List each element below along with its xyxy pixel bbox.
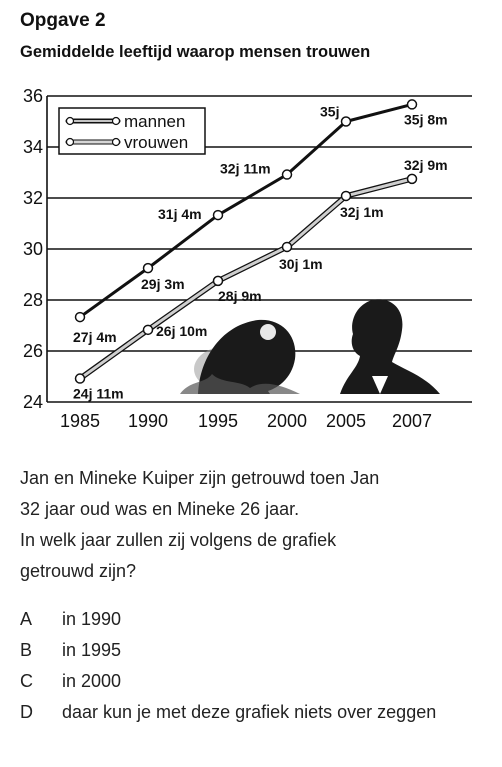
question-text (20, 463, 490, 587)
point-mannen (283, 170, 292, 179)
point-mannen (214, 211, 223, 220)
ytick-label: 28 (22, 290, 43, 310)
ytick-label: 24 (22, 392, 43, 412)
option-c[interactable] (20, 666, 490, 697)
point-mannen (144, 264, 153, 273)
wedding-couple-silhouette (180, 299, 440, 394)
data-label-mannen: 27j 4m (73, 329, 117, 346)
question-line: 32 jaar oud was en Mineke 26 jaar. (20, 499, 300, 519)
option-text: daar kun je met deze grafiek niets over zeggen (62, 702, 437, 722)
option-text: in 1995 (62, 640, 122, 660)
chart-legend (59, 108, 205, 154)
marriage-age-chart (0, 84, 502, 434)
point-mannen (408, 100, 417, 109)
data-label-vrouwen: 32j 1m (340, 203, 384, 220)
question-line: Jan en Mineke Kuiper zijn getrouwd toen Jan (20, 468, 380, 488)
data-label-vrouwen: 30j 1m (279, 255, 323, 272)
point-mannen (76, 313, 85, 322)
ytick-label: 26 (22, 341, 43, 361)
ytick-label: 34 (22, 137, 43, 157)
data-label-mannen: 29j 3m (141, 276, 185, 293)
legend-marker-mannen (67, 118, 120, 125)
ytick-label: 30 (22, 239, 43, 259)
legend-marker-vrouwen (67, 139, 120, 146)
point-vrouwen (342, 191, 351, 200)
data-label-vrouwen: 32j 9m (404, 156, 448, 173)
data-label-mannen: 35j (320, 103, 340, 120)
xtick-label: 2007 (391, 411, 433, 431)
ytick-label: 32 (22, 188, 43, 208)
xtick-label: 1985 (59, 411, 101, 431)
groom-silhouette (340, 299, 440, 394)
xtick-label: 1990 (127, 411, 169, 431)
data-label-mannen: 32j 11m (220, 160, 271, 177)
xtick-label: 1995 (197, 411, 239, 431)
legend-label-vrouwen: vrouwen (124, 133, 189, 152)
question-line: In welk jaar zullen zij volgens de grafiek (20, 530, 337, 550)
legend-label-mannen: mannen (124, 112, 186, 131)
point-vrouwen (283, 242, 292, 251)
xtick-label: 2000 (266, 411, 308, 431)
answer-options (20, 604, 490, 728)
option-text: in 1990 (62, 609, 122, 629)
exercise-title: Opgave 2 (20, 10, 106, 31)
question-line: getrouwd zijn? (20, 561, 137, 581)
option-text: in 2000 (62, 671, 122, 691)
data-label-vrouwen: 28j 9m (218, 287, 262, 304)
data-label-vrouwen: 26j 10m (156, 322, 208, 339)
option-letter: B (20, 640, 33, 660)
point-vrouwen (408, 174, 417, 183)
data-label-vrouwen: 24j 11m (73, 385, 124, 402)
option-letter: D (20, 702, 33, 722)
option-b[interactable] (20, 635, 490, 666)
data-label-mannen: 35j 8m (404, 111, 448, 128)
data-label-mannen: 31j 4m (158, 206, 202, 223)
option-letter: C (20, 671, 33, 691)
xtick-label: 2005 (325, 411, 367, 431)
chart-title: Gemiddelde leeftijd waarop mensen trouwen (20, 43, 371, 61)
option-letter: A (20, 609, 33, 629)
point-mannen (342, 117, 351, 126)
heading (20, 10, 370, 63)
point-vrouwen (76, 374, 85, 383)
point-vrouwen (214, 276, 223, 285)
option-d[interactable] (20, 697, 490, 728)
point-vrouwen (144, 325, 153, 334)
option-a[interactable] (20, 604, 490, 635)
ytick-label: 36 (22, 86, 43, 106)
bride-headpiece (260, 324, 276, 340)
